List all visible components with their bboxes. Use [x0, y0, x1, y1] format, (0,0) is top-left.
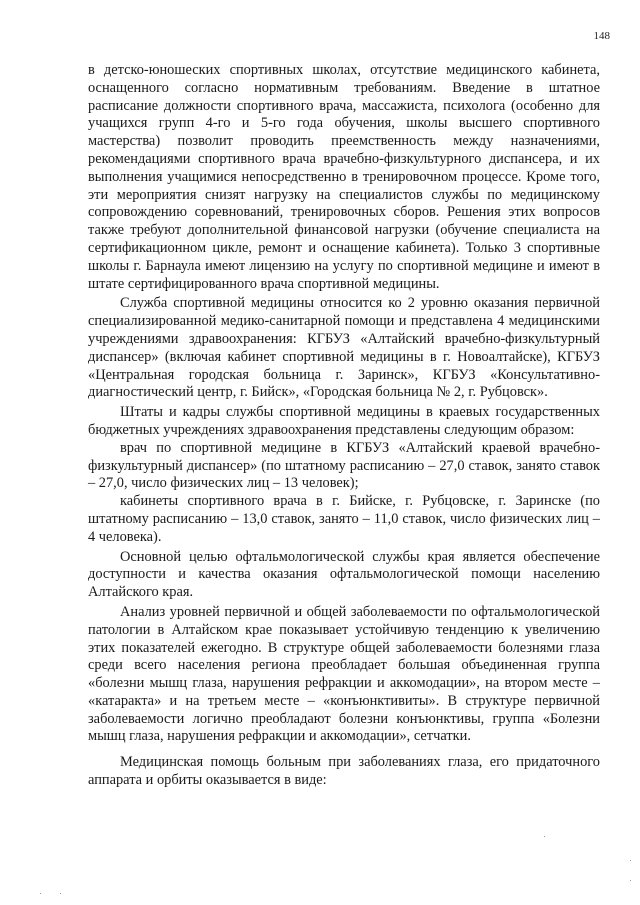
paragraph-sports-medicine-service: Служба спортивной медицины относится ко 2 уровню оказания первичной специализированной медико-санитарной помощи и представлена 4 медицинскими учреждениями здравоохранения: КГБУЗ «Алтайский врачебно-физкультурный диспансер» (включая кабинет спортивной медицины в г. Новоалтайске), КГБУЗ «Центральная городская больница г. Заринск», КГБУЗ «Консультативно-диагностический центр, г. Бийск», «Городская больница № 2, г. Рубцовск».	[88, 295, 600, 401]
scan-dot	[630, 880, 631, 881]
page-number: 148	[593, 30, 610, 42]
paragraph-staffing-intro: Штаты и кадры службы спортивной медицины в краевых государственных бюджетных учреждениях здравоохранения представлены следующим образом:	[88, 404, 600, 438]
paragraph-staffing-dispensary: врач по спортивной медицине в КГБУЗ «Алтайский краевой врачебно-физкультурный диспансер» (по штатному расписанию – 27,0 ставок, занято ставок – 27,0, число физических лиц – 13 человек);	[88, 439, 600, 492]
scan-dot	[60, 893, 61, 894]
paragraph-eye-care-forms: Медицинская помощь больным при заболеваниях глаза, его придаточного аппарата и орбиты оказывается в виде:	[88, 754, 600, 789]
document-body	[88, 62, 600, 790]
paragraph-ophthalmology-goal: Основной целью офтальмологической службы края является обеспечение доступности и качества оказания офтальмологической помощи населению Алтайского края.	[88, 548, 600, 601]
scan-dot	[544, 836, 545, 837]
paragraph-staffing-cabinets: кабинеты спортивного врача в г. Бийске, г. Рубцовске, г. Заринске (по штатному расписанию – 13,0 ставок, занято – 11,0 ставок, число физических лиц – 4 человека).	[88, 493, 600, 545]
scan-dot	[630, 860, 631, 861]
paragraph-sports-schools: в детско-юношеских спортивных школах, отсутствие медицинского кабинета, оснащенного согласно нормативным требованиям. Введение в штатное расписание должности спортивного врача, массажиста, психолога (особенно для учащихся групп 4-го и 5-го года обучения, школы высшего спортивного мастерства) позволит проводить преемственность между назначениями, рекомендациями спортивного врача врачебно-физкультурного диспансера, и их выполнения учащимися непосредственно в тренировочном процессе. Кроме того, эти мероприятия снизят нагрузку на специалистов службы по медицинскому сопровождению соревнований, тренировочных сборов. Решения этих вопросов также требуют дополнительной финансовой нагрузки (обучение специалиста на сертификационном цикле, ремонт и оснащение кабинета). Только 3 спортивные школы г. Барнаула имеют лицензию на услугу по спортивной медицине и имеют в штате сертифицированного врача спортивной медицины.	[88, 62, 600, 292]
scan-dot	[40, 893, 41, 894]
paragraph-ophthalmology-analysis: Анализ уровней первичной и общей заболеваемости по офтальмологической патологии в Алтайском крае показывает устойчивую тенденцию к увеличению этих показателей ежегодно. В структуре общей заболеваемости болезнями глаза среди всего населения региона преобладает большая объединенная группа «болезни мышц глаза, нарушения рефракции и аккомодации», на втором месте – «катаракта» и на третьем месте – «конъюнктивиты». В структуре первичной заболеваемости логично преобладают болезни конъюнктивы, группа «Болезни мышц глаза, нарушения рефракции и аккомодации», сетчатки.	[88, 603, 600, 745]
